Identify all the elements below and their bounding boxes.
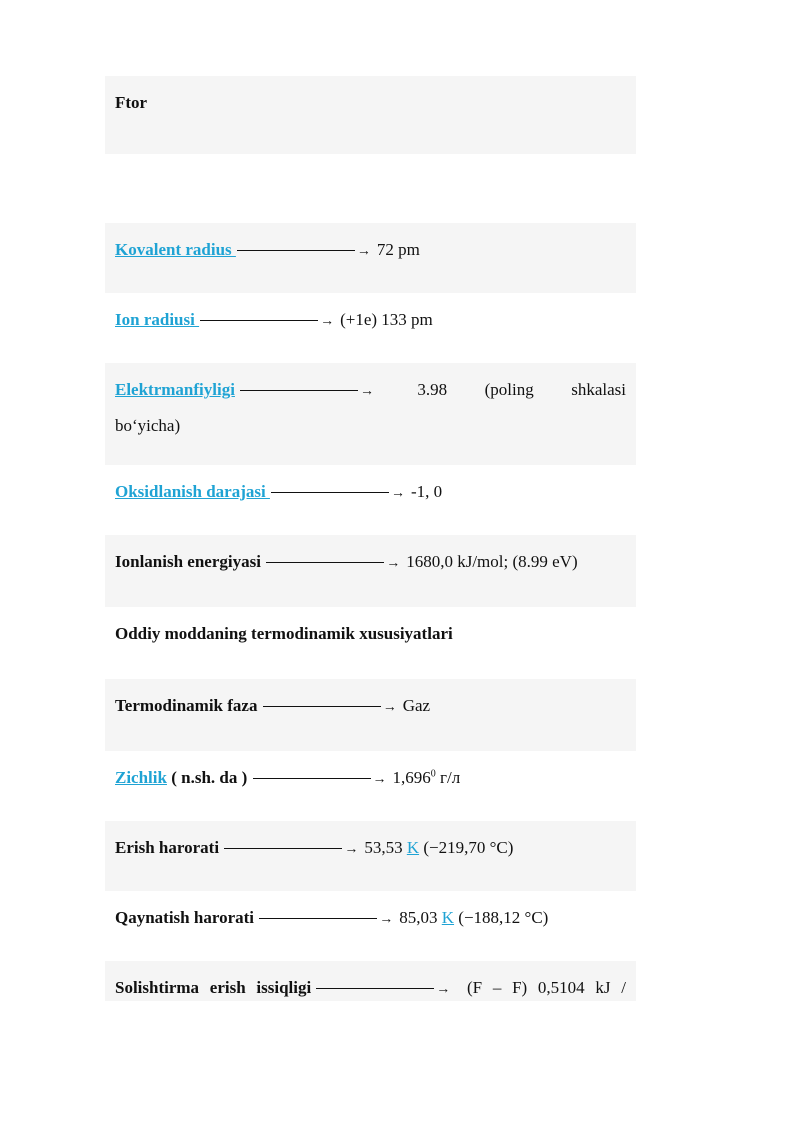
row-elektrmanfiyligi	[105, 363, 636, 465]
dash-line	[200, 320, 318, 321]
erish-harorati-celsius: (−219,70 °C)	[419, 838, 514, 857]
dash-line	[316, 988, 434, 989]
elektrmanfiyligi-link[interactable]: Elektrmanfiyligi	[115, 380, 235, 399]
dash-line	[266, 562, 384, 563]
arrow-icon: →	[372, 772, 387, 787]
arrow-icon: →	[390, 486, 405, 501]
row-termodinamik-faza	[105, 679, 636, 751]
page-title: Ftor	[115, 93, 148, 112]
row-oksidlanish-darajasi	[105, 465, 636, 535]
kovalent-radius-value: 72 pm	[376, 240, 420, 259]
arrow-icon: →	[344, 842, 359, 857]
zichlik-link[interactable]: Zichlik	[115, 768, 167, 787]
dash-line	[271, 492, 389, 493]
qaynatish-harorati-label: Qaynatish harorati	[115, 908, 259, 927]
ionlanish-energiyasi-label: Ionlanish energiyasi	[115, 552, 266, 571]
erish-harorati-value: 53,53	[364, 838, 407, 857]
arrow-icon: →	[320, 314, 335, 329]
erish-harorati-label: Erish harorati	[115, 838, 224, 857]
row-solishtirma-erish-issiqligi	[105, 961, 636, 1001]
row-kovalent-radius	[105, 223, 636, 293]
solishtirma-value-e: kJ	[595, 978, 611, 997]
ion-radiusi-link[interactable]: Ion radiusi	[115, 310, 200, 329]
row-ionlanish-energiyasi	[105, 535, 636, 607]
dash-line	[253, 778, 371, 779]
elektrmanfiyligi-line-1	[115, 373, 626, 409]
ion-radiusi-value: (+1e) 133 pm	[340, 310, 433, 329]
zichlik-unit: г/л	[435, 768, 461, 787]
section-heading: Oddiy moddaning termodinamik xususiyatlari	[115, 624, 453, 643]
arrow-icon: →	[359, 384, 374, 399]
kovalent-radius-link[interactable]: Kovalent radius	[115, 240, 236, 259]
zichlik-superscript: 0	[430, 768, 436, 780]
elektrmanfiyligi-scale: (poling	[484, 380, 534, 399]
qaynatish-harorati-celsius: (−188,12 °C)	[454, 908, 549, 927]
oksidlanish-darajasi-value: -1, 0	[410, 482, 443, 501]
dash-line	[263, 706, 381, 707]
solishtirma-label-b: erish	[209, 978, 246, 997]
title-block	[105, 76, 636, 154]
oksidlanish-darajasi-link[interactable]: Oksidlanish darajasi	[115, 482, 270, 501]
termodinamik-faza-value: Gaz	[402, 696, 431, 715]
solishtirma-line-1	[115, 971, 626, 1007]
ionlanish-energiyasi-value: 1680,0 kJ/mol; (8.99 eV)	[406, 552, 578, 571]
elektrmanfiyligi-scale-name: shkalasi	[571, 380, 626, 399]
row-zichlik	[105, 751, 636, 821]
solishtirma-label-c: issiqligi	[256, 978, 312, 997]
solishtirma-value-c: F)	[512, 978, 528, 997]
termodinamik-faza-label: Termodinamik faza	[115, 696, 262, 715]
dash-line	[240, 390, 358, 391]
elektrmanfiyligi-value: 3.98	[417, 380, 448, 399]
kelvin-link[interactable]: K	[406, 838, 420, 857]
arrow-icon: →	[386, 556, 401, 571]
arrow-icon: →	[379, 912, 394, 927]
section-heading-row	[105, 607, 636, 679]
qaynatish-harorati-value: 85,03	[399, 908, 442, 927]
dash-line	[259, 918, 377, 919]
kelvin-link[interactable]: K	[441, 908, 455, 927]
row-erish-harorati	[105, 821, 636, 891]
arrow-icon: →	[436, 982, 451, 997]
dash-line	[224, 848, 342, 849]
solishtirma-value-b: –	[492, 978, 502, 997]
zichlik-label-suffix: ( n.sh. da )	[166, 768, 252, 787]
arrow-icon: →	[356, 244, 371, 259]
solishtirma-label-a: Solishtirma	[115, 978, 200, 997]
solishtirma-value-a: (F	[466, 978, 483, 997]
solishtirma-value-f: /	[621, 978, 626, 997]
elektrmanfiyligi-line-2: bo‘yicha)	[115, 416, 181, 435]
zichlik-value: 1,696	[392, 768, 431, 787]
solishtirma-value-d: 0,5104	[537, 978, 585, 997]
row-qaynatish-harorati	[105, 891, 636, 961]
row-ion-radiusi	[105, 293, 636, 363]
arrow-icon: →	[382, 700, 397, 715]
dash-line	[237, 250, 355, 251]
